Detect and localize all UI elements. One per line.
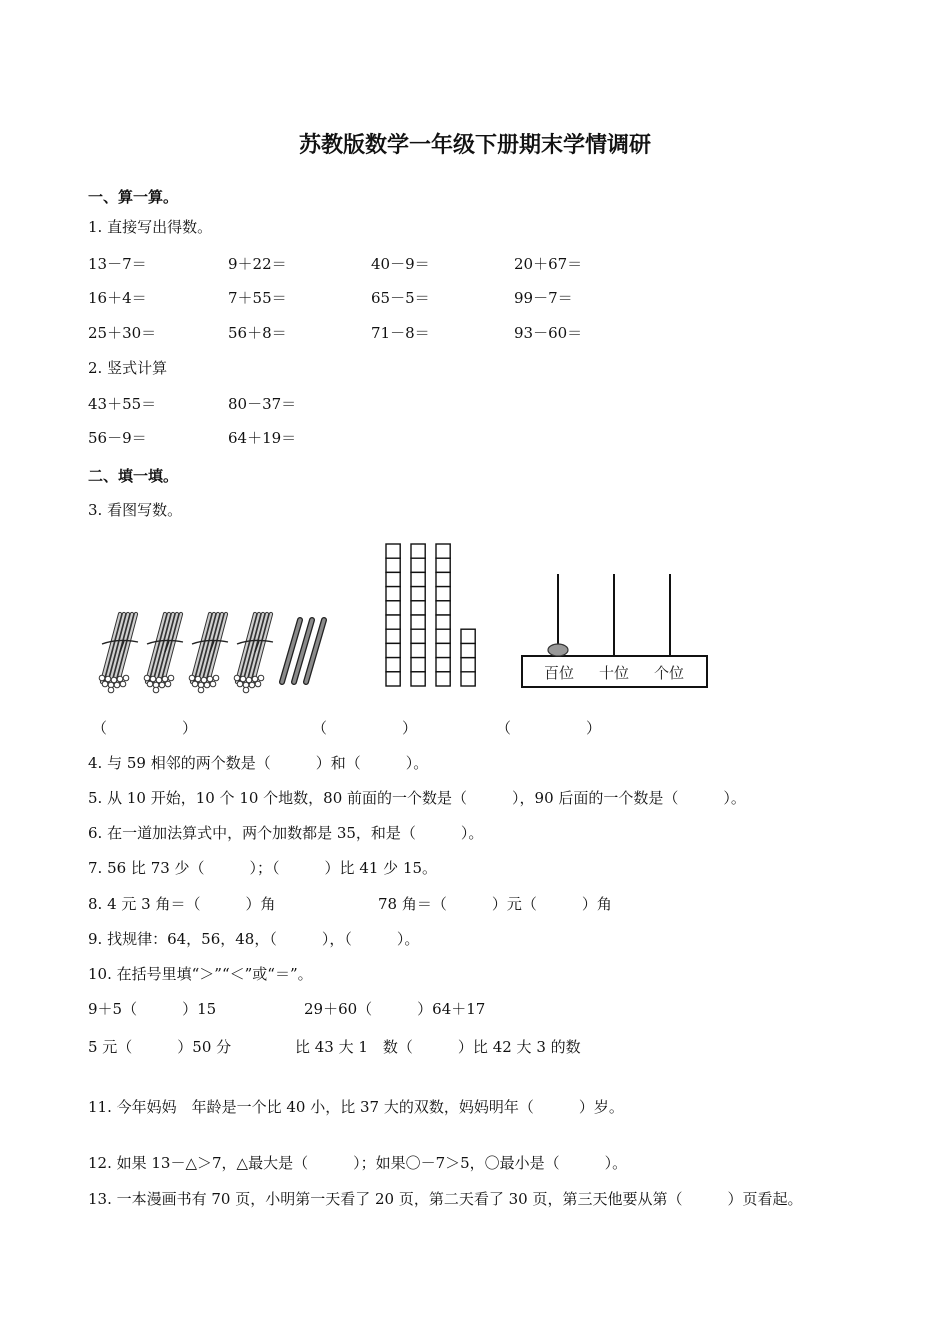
q1-item: 93－60＝ — [514, 324, 583, 342]
q2-item: 64＋19＝ — [228, 429, 297, 447]
question-2-label: 2. 竖式计算 — [88, 359, 168, 377]
abacus-label-tens: 十位 — [599, 664, 630, 682]
question-9: 9. 找规律：64，56，48，（ ），（ ）。 — [88, 930, 420, 948]
q1-item: 65－5＝ — [371, 289, 430, 307]
q1-item: 99－7＝ — [514, 289, 573, 307]
q1-item: 7＋55＝ — [228, 289, 287, 307]
q1-item: 13－7＝ — [88, 255, 147, 273]
question-7: 7. 56 比 73 少（ ）；（ ）比 41 少 15。 — [88, 859, 438, 877]
stick-bundle-of-ten — [189, 614, 228, 693]
question-1-label: 1. 直接写出得数。 — [88, 218, 213, 236]
q3-answer-blank[interactable]: （ ） — [496, 719, 602, 737]
section-heading-fill: 二、填一填。 — [88, 467, 179, 485]
question-10-item: 比 43 大 1 数（ ）比 42 大 3 的数 — [295, 1038, 581, 1056]
question-12: 12. 如果 13－△＞7，△最大是（ ）；如果〇－7＞5，〇最小是（ ）。 — [88, 1154, 628, 1172]
unit-cube-columns-figure — [384, 542, 478, 692]
question-11: 11. 今年妈妈 年龄是一个比 40 小，比 37 大的双数，妈妈明年（ ）岁。 — [88, 1098, 624, 1116]
q1-item: 40－9＝ — [371, 255, 430, 273]
stick-bundle-of-ten — [144, 614, 183, 693]
question-3-label: 3. 看图写数。 — [88, 501, 183, 519]
q1-item: 25＋30＝ — [88, 324, 157, 342]
stick-bundles-figure — [92, 608, 337, 694]
question-8-part-b: 78 角＝（ ）元（ ）角 — [378, 895, 612, 913]
q1-item: 56＋8＝ — [228, 324, 287, 342]
question-6: 6. 在一道加法算式中，两个加数都是 35，和是（ ）。 — [88, 824, 484, 842]
question-10-item: 5 元（ ）50 分 — [88, 1038, 232, 1056]
section-heading-calculate: 一、算一算。 — [88, 188, 179, 206]
ten-cube-column — [411, 544, 425, 686]
partial-cube-column — [461, 629, 475, 686]
q2-item: 43＋55＝ — [88, 395, 157, 413]
q1-item: 71－8＝ — [371, 324, 430, 342]
question-10: 10. 在括号里填“＞”“＜”或“＝”。 — [88, 965, 313, 983]
abacus-label-ones: 个位 — [654, 664, 685, 682]
q1-item: 20＋67＝ — [514, 255, 583, 273]
stick-bundle-of-ten — [99, 614, 138, 693]
q1-item: 9＋22＝ — [228, 255, 287, 273]
question-13: 13. 一本漫画书有 70 页，小明第一天看了 20 页，第二天看了 30 页，第三天他要从第（ ）页看起。 — [88, 1190, 803, 1208]
stick-bundle-of-ten — [234, 614, 273, 693]
question-10-item: 9＋5（ ）15 — [88, 1000, 217, 1018]
question-8-part-a: 8. 4 元 3 角＝（ ）角 — [88, 895, 276, 913]
q3-answer-blank[interactable]: （ ） — [92, 719, 198, 737]
question-5: 5. 从 10 开始，10 个 10 个地数，80 前面的一个数是（ ），90 后面的一个数是（ ）。 — [88, 789, 746, 807]
question-4: 4. 与 59 相邻的两个数是（ ）和（ ）。 — [88, 754, 429, 772]
q2-item: 80－37＝ — [228, 395, 297, 413]
q1-item: 16＋4＝ — [88, 289, 147, 307]
ten-cube-column — [436, 544, 450, 686]
q2-item: 56－9＝ — [88, 429, 147, 447]
ten-cube-column — [386, 544, 400, 686]
question-10-item: 29＋60（ ）64＋17 — [304, 1000, 486, 1018]
q3-answer-blank[interactable]: （ ） — [312, 719, 418, 737]
abacus-label-hundreds: 百位 — [544, 664, 575, 682]
page-title: 苏教版数学一年级下册期末学情调研 — [298, 133, 651, 158]
abacus-bead — [548, 644, 568, 656]
